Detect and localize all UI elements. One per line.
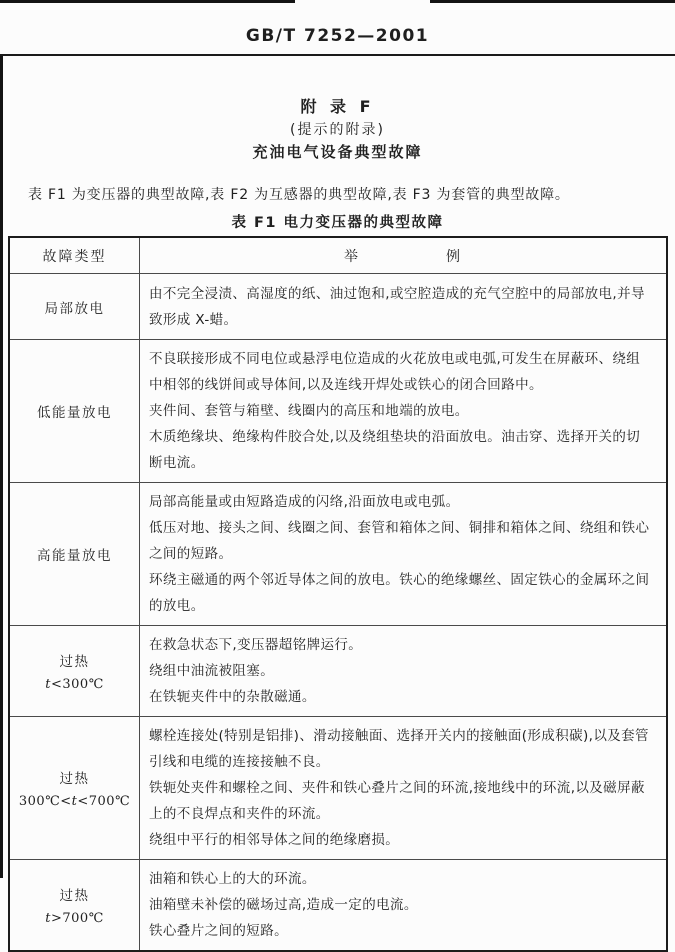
examples-cell xyxy=(140,717,668,860)
fault-table xyxy=(8,236,668,952)
appendix-title: 附 录 F xyxy=(300,97,375,116)
fault-type-cell xyxy=(9,860,140,952)
fault-table-body xyxy=(9,274,667,952)
examples-header xyxy=(140,237,668,274)
examples-header-char: 举 xyxy=(344,248,360,265)
table-row xyxy=(9,340,667,483)
scan-artifact-top-left xyxy=(0,0,295,3)
table-row xyxy=(9,717,667,860)
fault-type-name: 过热 xyxy=(59,771,90,787)
fault-temp-condition: 300℃<t<700℃ xyxy=(18,794,131,809)
example-line: 油箱壁未补偿的磁场过高,造成一定的电流。 xyxy=(149,897,418,913)
examples-cell xyxy=(140,274,668,340)
intro-paragraph: 表 F1 为变压器的典型故障,表 F2 为互感器的典型故障,表 F3 为套管的典型故障。 xyxy=(28,187,570,203)
fault-type-name: 局部放电 xyxy=(44,300,105,317)
example-line: 在铁轭夹件中的杂散磁通。 xyxy=(149,689,316,705)
header-rule xyxy=(0,54,675,56)
example-line: 环绕主磁通的两个邻近导体之间的放电。铁心的绝缘螺丝、固定铁心的金属环之间的放电。 xyxy=(149,572,650,614)
example-line: 木质绝缘块、绝缘构件胶合处,以及绕组垫块的沿面放电。油击穿、选择开关的切断电流。 xyxy=(149,429,641,471)
fault-type-name: 低能量放电 xyxy=(37,405,112,421)
appendix-subtitle: (提示的附录) xyxy=(290,122,385,138)
examples-cell xyxy=(140,340,668,483)
example-line: 绕组中油流被阻塞。 xyxy=(149,663,275,679)
example-line: 绕组中平行的相邻导体之间的绝缘磨损。 xyxy=(149,832,400,848)
fault-type-cell xyxy=(9,340,140,483)
fault-type-header: 故障类型 xyxy=(9,237,140,274)
fault-type-cell xyxy=(9,483,140,626)
table-row xyxy=(9,274,667,340)
fault-table-head xyxy=(9,237,667,274)
example-line: 油箱和铁心上的大的环流。 xyxy=(149,871,316,887)
scan-artifact-top-right xyxy=(430,0,675,3)
fault-type-name: 过热 xyxy=(59,654,90,670)
example-line: 螺栓连接处(特别是铝排)、滑动接触面、选择开关内的接触面(形成积碳),以及套管引线和电缆的连接接触不良。 xyxy=(149,728,649,770)
example-line: 铁心叠片之间的短路。 xyxy=(149,923,288,939)
appendix-heading: 充油电气设备典型故障 xyxy=(252,143,423,161)
fault-temp-condition: t>700℃ xyxy=(45,911,104,926)
example-line: 夹件间、套管与箱壁、线圈内的高压和地端的放电。 xyxy=(149,403,469,419)
scan-artifact-left-bar xyxy=(0,55,3,878)
fault-type-cell xyxy=(9,626,140,717)
table-header-row xyxy=(9,237,667,274)
examples-cell xyxy=(140,626,668,717)
examples-cell xyxy=(140,483,668,626)
fault-type-name: 高能量放电 xyxy=(37,548,112,564)
fault-type-cell xyxy=(9,274,140,340)
examples-cell xyxy=(140,860,668,952)
fault-type-cell xyxy=(9,717,140,860)
example-line: 铁轭处夹件和螺栓之间、夹件和铁心叠片之间的环流,接地线中的环流,以及磁屏蔽上的不良焊点和夹件的环流。 xyxy=(149,780,645,822)
example-line: 低压对地、接头之间、线圈之间、套管和箱体之间、铜排和箱体之间、绕组和铁心之间的短路。 xyxy=(149,520,650,562)
example-line: 在救急状态下,变压器超铭牌运行。 xyxy=(149,637,363,653)
fault-type-name: 过热 xyxy=(59,888,90,904)
example-line: 由不完全浸渍、高湿度的纸、油过饱和,或空腔造成的充气空腔中的局部放电,并导致形成 X-蜡。 xyxy=(149,285,645,328)
standard-number-header: GB/T 7252—2001 xyxy=(245,26,430,46)
examples-header-char: 例 xyxy=(446,248,462,265)
fault-temp-condition: t<300℃ xyxy=(45,677,104,692)
table-row xyxy=(9,483,667,626)
table-caption: 表 F1 电力变压器的典型故障 xyxy=(231,215,444,231)
table-row xyxy=(9,626,667,717)
example-line: 局部高能量或由短路造成的闪络,沿面放电或电弧。 xyxy=(149,494,460,510)
example-line: 不良联接形成不同电位或悬浮电位造成的火花放电或电弧,可发生在屏蔽环、绕组中相邻的线饼间或导体间,以及连线开焊处或铁心的闭合回路中。 xyxy=(149,351,641,393)
table-row xyxy=(9,860,667,952)
